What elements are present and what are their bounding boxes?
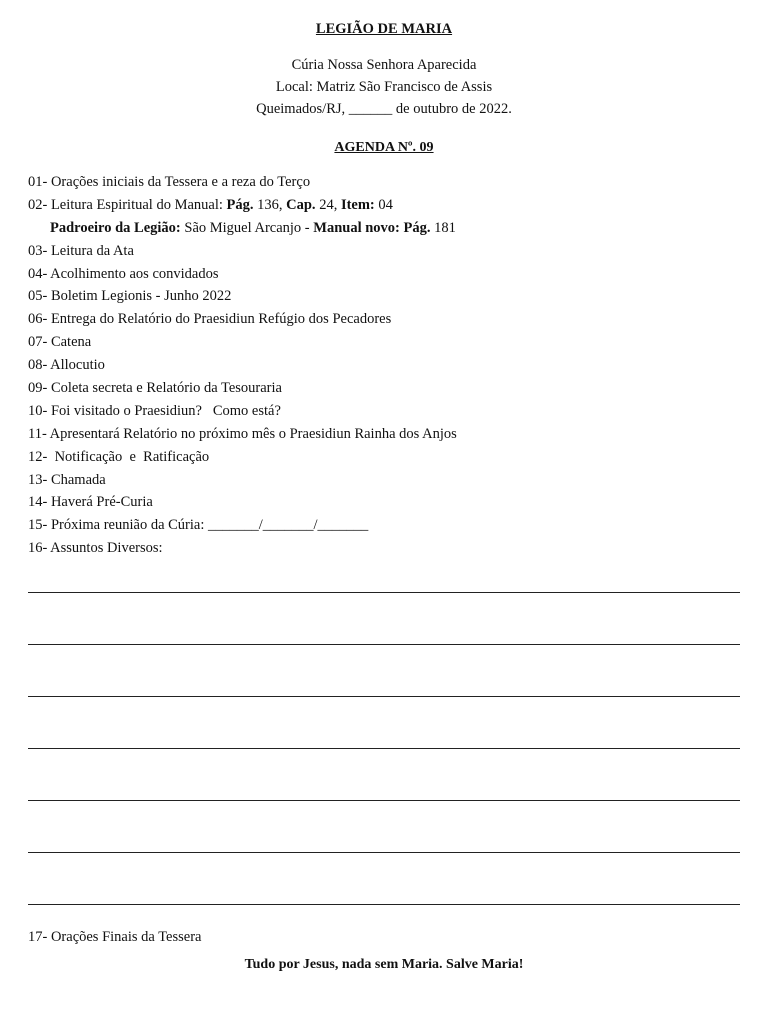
agenda-item-04: 04- Acolhimento aos convidados	[28, 265, 219, 282]
writing-line	[28, 592, 740, 593]
agenda-item-06: 06- Entrega do Relatório do Praesidiun Refúgio dos Pecadores	[28, 311, 392, 328]
agenda-item-13: 13- Chamada	[28, 471, 106, 488]
patron-label: Padroeiro da Legião:	[50, 219, 181, 236]
document-title: LEGIÃO DE MARIA	[315, 21, 453, 37]
agenda-item-01: 01- Orações iniciais da Tessera e a reza do Terço	[28, 174, 311, 190]
writing-line	[28, 852, 740, 853]
agenda-number: AGENDA Nº. 09	[334, 140, 434, 155]
item-02-cap-label: Cap.	[286, 196, 316, 213]
agenda-item-15: 15- Próxima reunião da Cúria: _______/_______/_______	[28, 517, 369, 534]
agenda-item-10: 10- Foi visitado o Praesidiun? Como está?	[28, 402, 281, 419]
item-02-item-label: Item:	[340, 196, 375, 213]
patron-value: São Miguel Arcanjo -	[180, 219, 314, 236]
writing-line	[28, 696, 740, 697]
manual-label: Manual novo: Pág.	[313, 219, 431, 236]
agenda-item-08: 08- Allocutio	[28, 357, 105, 374]
writing-line	[28, 644, 740, 645]
agenda-item-12: 12- Notificação e Ratificação	[28, 448, 210, 465]
agenda-item-16: 16- Assuntos Diversos:	[28, 540, 163, 557]
writing-line	[28, 904, 740, 905]
item-02-text: 02- Leitura Espiritual do Manual:	[28, 196, 227, 213]
agenda-item-07: 07- Catena	[28, 334, 92, 351]
meeting-date: Queimados/RJ, ______ de outubro de 2022.	[256, 101, 512, 117]
agenda-item-05: 05- Boletim Legionis - Junho 2022	[28, 288, 232, 305]
closing-motto: Tudo por Jesus, nada sem Maria. Salve Maria!	[244, 957, 524, 972]
agenda-item-14: 14- Haverá Pré-Curia	[28, 494, 153, 511]
agenda-item-17: 17- Orações Finais da Tessera	[28, 929, 202, 945]
item-02-cap-value: 24,	[315, 196, 341, 213]
agenda-list	[28, 171, 457, 560]
curia-name: Cúria Nossa Senhora Aparecida	[291, 57, 477, 73]
item-02-pag-label: Pág.	[226, 196, 254, 213]
manual-value: 181	[430, 219, 456, 236]
agenda-item-09: 09- Coleta secreta e Relatório da Tesouraria	[28, 380, 282, 397]
agenda-item-03: 03- Leitura da Ata	[28, 242, 134, 259]
writing-line	[28, 800, 740, 801]
agenda-item-11: 11- Apresentará Relatório no próximo mês o Praesidiun Rainha dos Anjos	[28, 425, 457, 442]
item-02-item-value: 04	[374, 196, 393, 213]
writing-line	[28, 748, 740, 749]
agenda-item-02	[28, 194, 457, 217]
item-02-pag-value: 136,	[253, 196, 287, 213]
meeting-location: Local: Matriz São Francisco de Assis	[275, 79, 493, 95]
agenda-item-02-patron	[28, 217, 457, 240]
